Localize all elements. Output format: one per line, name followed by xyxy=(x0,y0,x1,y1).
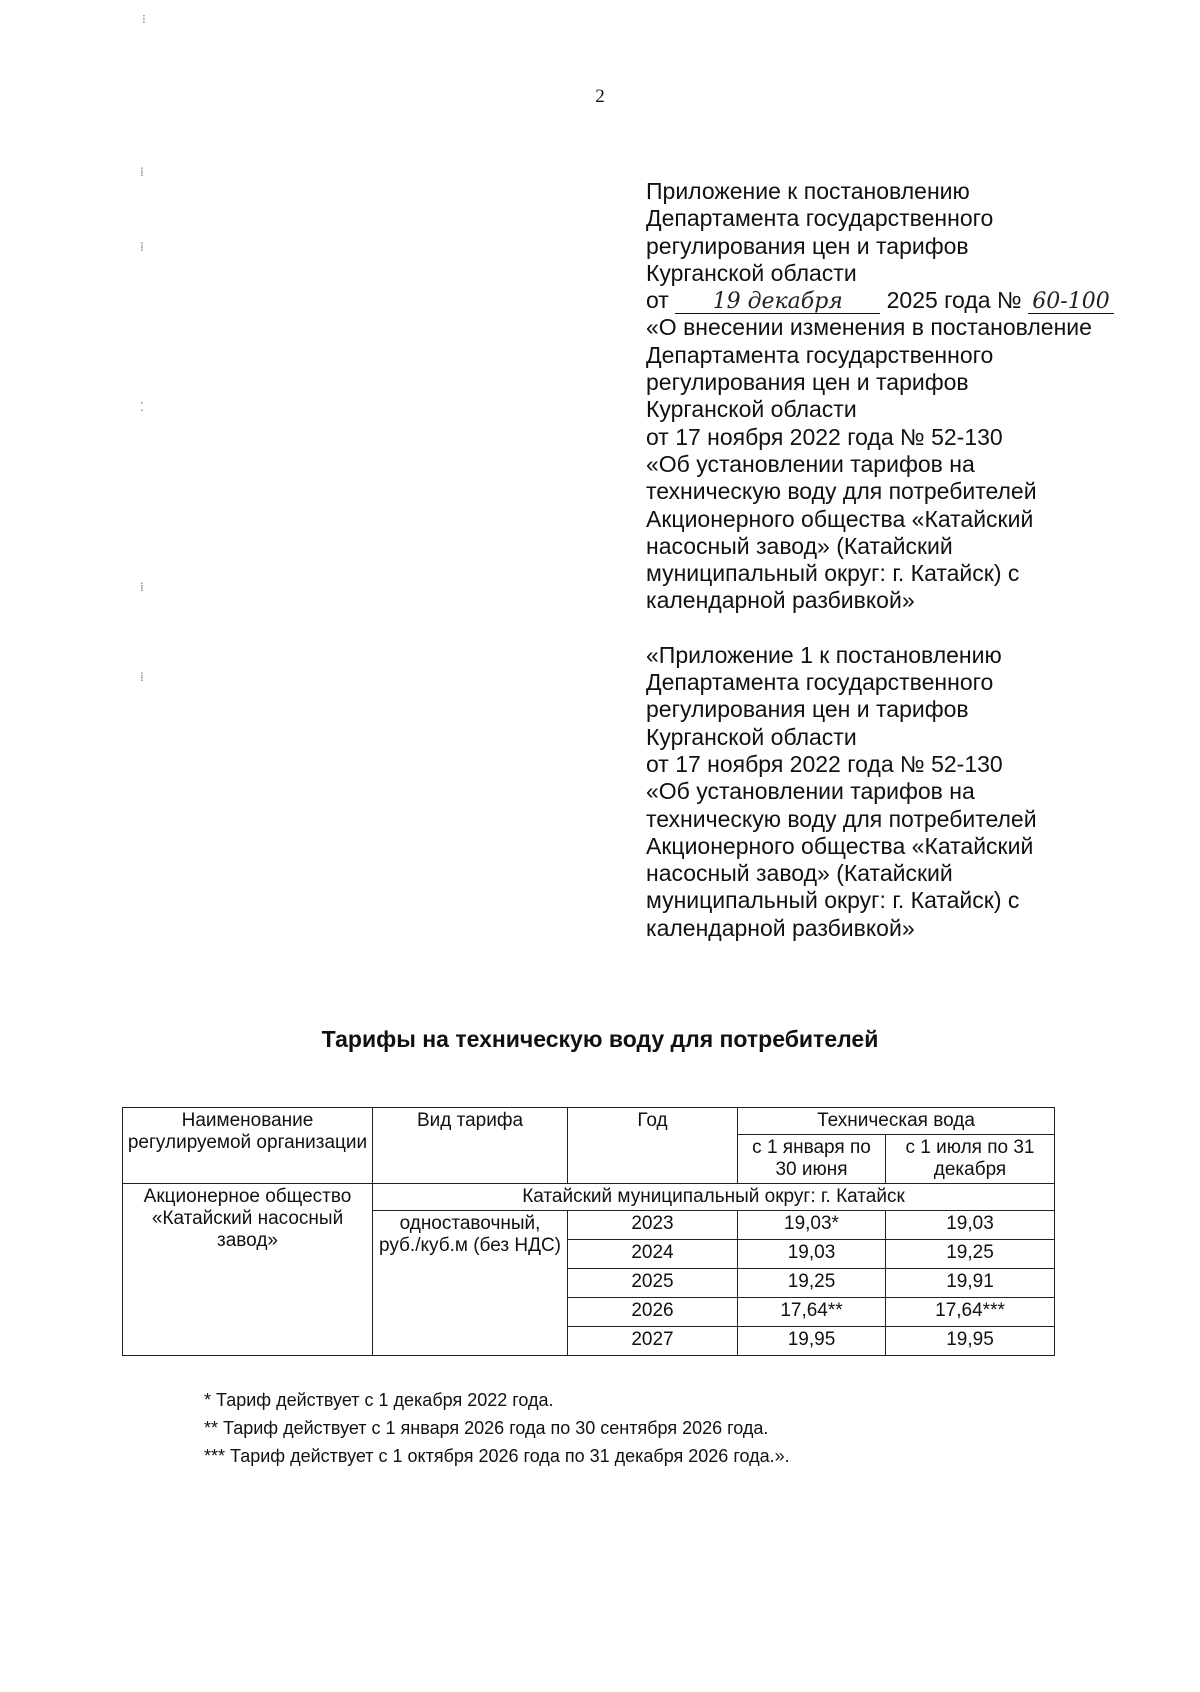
appendix-line: регулирования цен и тарифов xyxy=(646,232,969,259)
date-prefix: от xyxy=(646,287,669,314)
appendix-line: «Об установлении тарифов на xyxy=(646,450,975,477)
document-title: Тарифы на техническую воду для потребителей xyxy=(321,1026,879,1052)
appendix-line: насосный завод» (Катайский xyxy=(646,860,953,887)
footnote: *** Тариф действует с 1 октября 2026 года по 31 декабря 2026 года.». xyxy=(204,1446,790,1466)
appendix-header xyxy=(646,178,1186,942)
appendix-line: от 17 ноября 2022 года № 52-130 xyxy=(646,423,1003,450)
appendix-line: Приложение к постановлению xyxy=(646,178,970,204)
appendix-line: Департамента государственного xyxy=(646,205,994,232)
date-line xyxy=(646,287,1186,314)
organization-cell: Акционерное общество «Катайский насосный завод» xyxy=(123,1184,373,1356)
footnote: ** Тариф действует с 1 января 2026 года по 30 сентября 2026 года. xyxy=(204,1418,769,1438)
tariff-h1-cell: 19,03* xyxy=(738,1211,886,1240)
appendix-line: «О внесении изменения в постановление xyxy=(646,314,1092,341)
handwritten-number: 60-100 xyxy=(1028,291,1114,314)
appendix-line: календарной разбивкой» xyxy=(646,587,915,614)
appendix-line: муниципальный округ: г. Катайск) с xyxy=(646,887,1020,914)
territory-cell: Катайский муниципальный округ: г. Катайск xyxy=(373,1184,1055,1211)
tariff-h2-cell: 19,95 xyxy=(886,1327,1055,1356)
year-cell: 2027 xyxy=(568,1327,738,1356)
scan-artifact-icon: ⁞ xyxy=(140,165,144,179)
scan-artifact-icon: ⁞ xyxy=(140,580,144,594)
header-organization: Наименование регулируемой организации xyxy=(123,1108,373,1184)
appendix-line: Курганской области xyxy=(646,396,857,423)
tariff-h2-cell: 19,03 xyxy=(886,1211,1055,1240)
appendix-line: муниципальный округ: г. Катайск) с xyxy=(646,560,1020,587)
appendix-line: Акционерного общества «Катайский xyxy=(646,505,1034,532)
tariff-h1-cell: 19,95 xyxy=(738,1327,886,1356)
handwritten-date: 19 декабря xyxy=(675,291,880,314)
appendix-line: Курганской области xyxy=(646,259,857,286)
appendix-line: регулирования цен и тарифов xyxy=(646,696,969,723)
tariff-h1-cell: 19,25 xyxy=(738,1269,886,1298)
tariff-h1-cell: 19,03 xyxy=(738,1240,886,1269)
appendix-line: Курганской области xyxy=(646,723,857,750)
footnote: * Тариф действует с 1 декабря 2022 года. xyxy=(204,1390,554,1410)
tariff-kind-cell: одноставочный, руб./куб.м (без НДС) xyxy=(373,1211,568,1356)
year-cell: 2024 xyxy=(568,1240,738,1269)
tariff-h1-cell: 17,64** xyxy=(738,1298,886,1327)
tariff-h2-cell: 19,25 xyxy=(886,1240,1055,1269)
appendix-line: Департамента государственного xyxy=(646,669,994,696)
year-cell: 2025 xyxy=(568,1269,738,1298)
scan-artifact-icon: ⁝ xyxy=(142,12,146,26)
year-text: 2025 года № xyxy=(886,287,1022,314)
footnotes xyxy=(204,1386,790,1470)
appendix-line: насосный завод» (Катайский xyxy=(646,532,953,559)
appendix-line: Акционерного общества «Катайский xyxy=(646,832,1034,859)
header-period-1: с 1 января по 30 июня xyxy=(738,1135,886,1184)
year-cell: 2026 xyxy=(568,1298,738,1327)
appendix-line: календарной разбивкой» xyxy=(646,914,915,941)
header-period-2: с 1 июля по 31 декабря xyxy=(886,1135,1055,1184)
appendix-line: Департамента государственного xyxy=(646,341,994,368)
appendix-line: техническую воду для потребителей xyxy=(646,478,1037,505)
header-tariff-type: Вид тарифа xyxy=(373,1108,568,1184)
table-header-row xyxy=(123,1108,1055,1135)
tariffs-table xyxy=(122,1107,1055,1356)
table-row xyxy=(123,1184,1055,1211)
tariff-h2-cell: 19,91 xyxy=(886,1269,1055,1298)
page-number: 2 xyxy=(595,86,605,107)
header-year: Год xyxy=(568,1108,738,1184)
header-technical-water: Техническая вода xyxy=(738,1108,1055,1135)
appendix-line: от 17 ноября 2022 года № 52-130 xyxy=(646,750,1003,777)
appendix-line: техническую воду для потребителей xyxy=(646,805,1037,832)
scan-artifact-icon: ⁚ xyxy=(140,400,144,414)
scan-artifact-icon: ⁞ xyxy=(140,670,144,684)
scan-artifact-icon: ⁞ xyxy=(140,240,144,254)
tariff-h2-cell: 17,64*** xyxy=(886,1298,1055,1327)
appendix-line: регулирования цен и тарифов xyxy=(646,369,969,396)
year-cell: 2023 xyxy=(568,1211,738,1240)
appendix-line: «Об установлении тарифов на xyxy=(646,778,975,805)
appendix-line: «Приложение 1 к постановлению xyxy=(646,641,1002,668)
